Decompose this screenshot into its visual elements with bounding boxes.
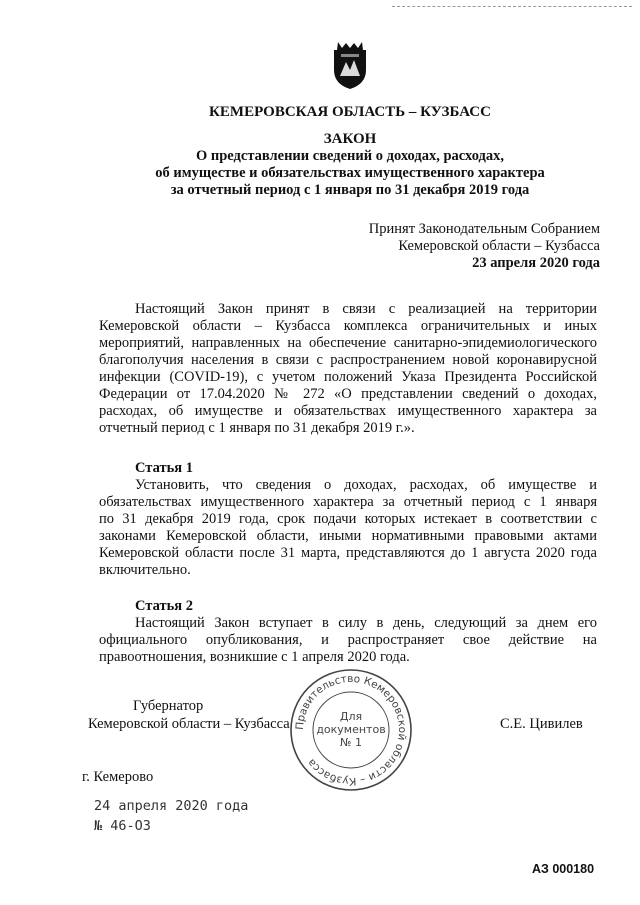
preamble (99, 301, 597, 437)
article-2-body (99, 615, 597, 666)
text-line: Кемеровской области после 31 марта, представляются до 1 августа 2020 года (99, 545, 597, 561)
adoption-line: Принят Законодательным Собранием (368, 221, 600, 237)
document-type: ЗАКОН (323, 131, 377, 147)
coat-of-arms-icon (330, 40, 370, 90)
article-1-body (99, 477, 597, 579)
text-line: Настоящий Закон вступает в силу в день, следующий за днем его (135, 615, 597, 631)
official-stamp (288, 667, 414, 793)
law-title-line: О представлении сведений о доходах, расходах, (195, 148, 505, 164)
adoption-note (369, 221, 600, 272)
text-line: инфекции (COVID-19), с учетом положений Указа Президента Российской (99, 369, 597, 385)
text-line: расходах, об имуществе и обязательствах имущественного характера за (99, 403, 597, 419)
text-line: благополучия населения в связи с распространением новой коронавирусной (99, 352, 597, 368)
text-line: Федерации от 17.04.2020 № 272 «О представлении сведений о доходах, (99, 386, 597, 402)
article-1-title: Статья 1 (135, 460, 193, 476)
text-line: Кемеровской области – Кузбасса комплекса ограничительных и иных (99, 318, 597, 334)
stamp-center-line: № 1 (340, 736, 362, 749)
signatory-region: Кемеровской области – Кузбасса (88, 716, 290, 732)
text-line: официального опубликования, и распространяет свое действие на (99, 632, 597, 648)
stamp-ring-text: Правительство Кемеровской области – Кузбасса (293, 672, 409, 788)
law-title-line: за отчетный период с 1 января по 31 декабря 2019 года (170, 182, 530, 198)
handwritten-number: № 46-ОЗ (94, 818, 151, 834)
text-line: включительно. (99, 562, 191, 578)
region-heading: КЕМЕРОВСКАЯ ОБЛАСТЬ – КУЗБАСС (209, 104, 491, 120)
text-line: отчетный период с 1 января по 31 декабря 2019 г.». (99, 420, 415, 436)
text-line: по 31 декабря 2019 года, срок подачи которых истекает в соответствии с (99, 511, 597, 527)
place-of-signing: г. Кемерово (82, 769, 154, 785)
text-line: мероприятий, направленных на обеспечение санитарно-эпидемиологического (99, 335, 597, 351)
adoption-line: Кемеровской области – Кузбасса (398, 238, 600, 254)
handwritten-date: 24 апреля 2020 года (94, 798, 249, 814)
law-title (60, 148, 640, 199)
text-line: правоотношения, возникшие с 1 апреля 2020 года. (99, 649, 410, 665)
text-line: Настоящий Закон принят в связи с реализацией на территории (135, 301, 597, 317)
text-line: законами Кемеровской области, иными нормативными правовыми актами (99, 528, 597, 544)
stamp-center-line: документов (316, 723, 386, 736)
top-dashed-line (392, 6, 632, 7)
adoption-date: 23 апреля 2020 года (472, 255, 600, 271)
signatory-position: Губернатор (133, 698, 204, 714)
article-2-title: Статья 2 (135, 598, 193, 614)
text-line: Установить, что сведения о доходах, расходах, об имуществе и (135, 477, 597, 493)
stamp-center-line: Для (339, 710, 363, 723)
signatory-name: С.Е. Цивилев (500, 716, 583, 732)
text-line: обязательствах имущественного характера за отчетный период с 1 января (99, 494, 597, 510)
serial-number: АЗ 000180 (532, 862, 595, 876)
law-title-line: об имуществе и обязательствах имущественного характера (155, 165, 545, 181)
